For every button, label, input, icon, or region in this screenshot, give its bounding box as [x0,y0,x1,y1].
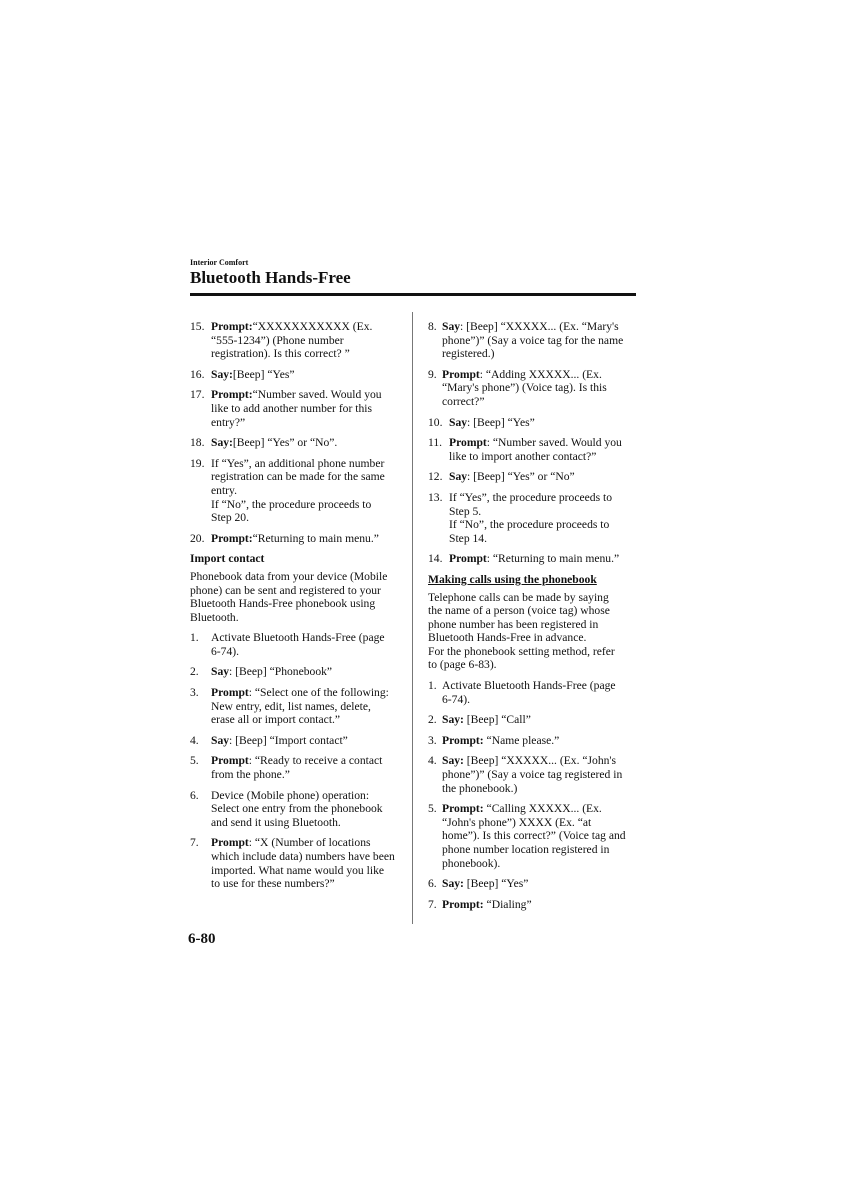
step-line-text: : [Beep] “Yes” [467,415,535,429]
step-text [211,631,402,658]
step-text [449,436,640,463]
right-column [428,320,640,918]
step-keyword: Say [211,733,230,747]
paragraph-line: Phonebook data from your device (Mobile [190,569,388,583]
step-line-text: “Name please.” [483,733,560,747]
step-line [442,754,640,768]
step-line [211,436,402,450]
step-keyword: Say: [211,436,233,450]
step-number: 9. [428,367,437,381]
step-item [428,320,640,361]
step-keyword: Say: [442,754,464,768]
step-line: correct?” [442,394,485,408]
step-number: 20. [190,531,205,545]
paragraph-line: Bluetooth. [190,610,239,624]
step-line [449,416,640,430]
step-line: which include data) numbers have been [211,850,395,863]
step-line: 6-74). [442,692,471,706]
step-line-text: : [Beep] “Import contact” [229,733,348,747]
step-text [449,552,640,566]
step-number: 19. [190,456,205,470]
step-line [442,877,640,891]
step-line [211,686,402,700]
step-line-text: “XXXXXXXXXXX (Ex. [252,320,373,333]
step-line: phone”)” (Say a voice tag registered in [442,768,623,782]
step-number: 10. [428,415,443,429]
title-rule [190,293,636,296]
step-text [211,436,402,450]
step-line [449,436,640,450]
step-text [449,416,640,430]
step-item [190,665,402,679]
step-text [211,754,402,781]
step-keyword: Prompt [211,754,249,768]
step-line-text: : “Select one of the following: [248,686,389,700]
step-item [428,436,640,463]
step-number: 8. [428,320,437,333]
step-line: “Mary's phone”) (Voice tag). Is this [442,381,607,395]
step-item [190,754,402,781]
step-text [211,320,402,361]
step-item [428,491,640,545]
step-line-text: : “Adding XXXXX... (Ex. [479,367,602,381]
step-line-text: “Number saved. Would you [252,388,382,402]
step-text [211,836,402,890]
step-number: 1. [190,631,199,645]
step-line-text: : “Ready to receive a contact [248,754,383,768]
step-number: 3. [428,733,437,747]
step-text [211,789,402,830]
step-item [428,734,640,748]
step-text [442,802,640,870]
making-calls-paragraph [428,591,640,673]
step-number: 17. [190,388,205,402]
step-line-text: [Beep] “Yes” or “No”. [232,436,338,450]
step-item [190,388,402,429]
step-line-text: [Beep] “XXXXX... (Ex. “John's [463,754,617,768]
step-line: Select one entry from the phonebook [211,802,383,816]
step-keyword: Say: [442,877,464,891]
step-text [211,734,402,748]
step-line-text: : “Number saved. Would you [486,436,622,450]
step-item [190,368,402,382]
step-line [449,470,640,484]
step-number: 5. [190,754,199,768]
step-line [211,388,402,402]
step-text [442,898,640,912]
step-number: 15. [190,320,205,333]
making-calls-heading: Making calls using the phonebook [428,572,597,586]
import-contact-heading: Import contact [190,552,265,566]
paragraph-line: Telephone calls can be made by saying [428,590,609,604]
step-item [190,631,402,658]
step-item [428,679,640,706]
step-line: erase all or import contact.” [211,713,341,727]
step-keyword: Say [449,470,468,484]
step-line [442,802,640,816]
step-keyword: Prompt: [442,733,484,747]
step-line [442,320,640,334]
step-line: the phonebook.) [442,781,518,795]
import-steps-list [190,631,402,891]
step-number: 1. [428,679,437,693]
step-line [449,552,640,566]
step-line: New entry, edit, list names, delete, [211,699,371,713]
step-line-text: : “Returning to main menu.” [486,552,620,566]
paragraph-line: the name of a person (voice tag) whose [428,604,610,618]
step-line: If “Yes”, an additional phone number [211,456,385,470]
step-line-text: : [Beep] “Phonebook” [229,665,333,679]
step-line-text: : [Beep] “Yes” or “No” [467,470,575,484]
step-item [190,836,402,890]
step-item [428,898,640,912]
step-item [190,320,402,361]
step-text [211,388,402,429]
call-steps-list [428,679,640,911]
step-line [442,734,640,748]
step-line: If “No”, the procedure proceeds to [211,497,372,511]
import-contact-paragraph [190,570,402,624]
step-line: Device (Mobile phone) operation: [211,788,370,802]
paragraph-line: Bluetooth Hands-Free in advance. [428,631,587,645]
step-line: entry?” [211,415,246,429]
step-keyword: Say [449,415,468,429]
step-line: imported. What name would you like [211,863,385,877]
step-text [442,368,640,409]
paragraph-line: phone) can be sent and registered to your [190,583,381,597]
step-line [211,532,402,546]
step-line: entry. [211,483,237,497]
step-item [428,470,640,484]
step-text [449,491,640,545]
step-line-text: [Beep] “Call” [463,713,531,727]
step-text [442,877,640,891]
step-item [190,436,402,450]
step-line: phonebook). [442,856,501,870]
step-line [211,734,402,748]
column-divider [412,312,413,924]
page-title: Bluetooth Hands-Free [190,268,351,287]
step-text [211,532,402,546]
step-number: 7. [190,836,199,850]
left-steps-list [190,320,402,545]
step-line [211,368,402,382]
step-keyword: Prompt [211,836,249,850]
step-line: registration can be made for the same [211,470,385,484]
step-line: from the phone.” [211,768,290,782]
step-line: 6-74). [211,644,240,658]
step-keyword: Prompt [211,686,249,700]
step-line [211,754,402,768]
step-number: 3. [190,686,199,700]
page-number: 6-80 [188,931,216,947]
step-text [442,754,640,795]
step-text [442,734,640,748]
step-keyword: Prompt: [442,897,484,911]
step-keyword: Prompt: [211,388,253,402]
step-line: phone”)” (Say a voice tag for the name [442,333,624,347]
step-number: 4. [190,733,199,747]
step-line-text: [Beep] “Yes” [463,877,529,891]
right-steps-list [428,320,640,566]
step-line-text: : [Beep] “XXXXX... (Ex. “Mary's [460,320,619,333]
step-number: 14. [428,552,443,566]
step-text [442,679,640,706]
section-label: Interior Comfort [190,258,249,267]
step-line: home”). Is this correct?” (Voice tag and [442,829,626,843]
step-line [442,368,640,382]
step-number: 7. [428,897,437,911]
step-item [428,416,640,430]
step-keyword: Prompt [449,552,487,566]
step-text [211,368,402,382]
step-keyword: Say: [211,367,233,381]
step-item [428,552,640,566]
paragraph-line: Bluetooth Hands-Free phonebook using [190,597,376,611]
step-line: “555-1234”) (Phone number [211,333,344,347]
step-line: Step 20. [211,511,250,525]
step-line-text: [Beep] “Yes” [232,367,295,381]
paragraph-line: to (page 6-83). [428,658,497,672]
step-number: 12. [428,470,443,484]
step-number: 13. [428,490,443,504]
step-text [442,320,640,361]
step-item [190,789,402,830]
step-line [442,898,640,912]
step-number: 11. [428,436,443,450]
step-text [442,713,640,727]
step-number: 6. [428,877,437,891]
step-line-text: “Dialing” [483,897,532,911]
step-number: 2. [428,713,437,727]
step-line: registration). Is this correct? ” [211,347,350,361]
step-line: Step 14. [449,531,488,545]
step-keyword: Say: [442,713,464,727]
step-keyword: Prompt: [211,531,253,545]
step-item [428,877,640,891]
step-item [428,368,640,409]
step-item [190,457,402,525]
step-text [211,457,402,525]
step-line [211,320,402,334]
step-line: Step 5. [449,504,482,518]
step-line-text: : “X (Number of locations [248,836,371,850]
step-text [211,665,402,679]
step-number: 5. [428,802,437,816]
step-line: like to import another contact?” [449,449,597,463]
left-column [190,320,402,898]
step-text [211,686,402,727]
step-text [449,470,640,484]
step-keyword: Prompt: [211,320,253,333]
step-item [428,802,640,870]
step-line: “John's phone”) XXXX (Ex. “at [442,815,592,829]
step-line: Activate Bluetooth Hands-Free (page [211,631,385,645]
step-line: to use for these numbers?” [211,877,335,891]
step-keyword: Say [442,320,461,333]
step-keyword: Prompt [442,367,480,381]
paragraph-line: phone number has been registered in [428,617,599,631]
step-number: 18. [190,436,205,450]
step-item [428,754,640,795]
step-line: like to add another number for this [211,401,372,415]
step-line-text: “Returning to main menu.” [252,531,379,545]
step-item [190,686,402,727]
step-line [211,836,402,850]
step-line [211,665,402,679]
step-number: 2. [190,665,199,679]
step-line: Activate Bluetooth Hands-Free (page [442,679,616,693]
step-line: registered.) [442,347,495,361]
paragraph-line: For the phonebook setting method, refer [428,644,615,658]
step-number: 4. [428,754,437,768]
step-line [442,713,640,727]
step-line: If “Yes”, the procedure proceeds to [449,490,613,504]
step-item [190,532,402,546]
step-line: If “No”, the procedure proceeds to [449,518,610,532]
step-line: and send it using Bluetooth. [211,815,341,829]
step-keyword: Prompt: [442,802,484,816]
step-keyword: Say [211,665,230,679]
step-line-text: “Calling XXXXX... (Ex. [483,802,602,816]
step-keyword: Prompt [449,436,487,450]
step-number: 6. [190,788,199,802]
step-line: phone number location registered in [442,843,610,856]
step-item [428,713,640,727]
step-item [190,734,402,748]
step-number: 16. [190,367,205,381]
